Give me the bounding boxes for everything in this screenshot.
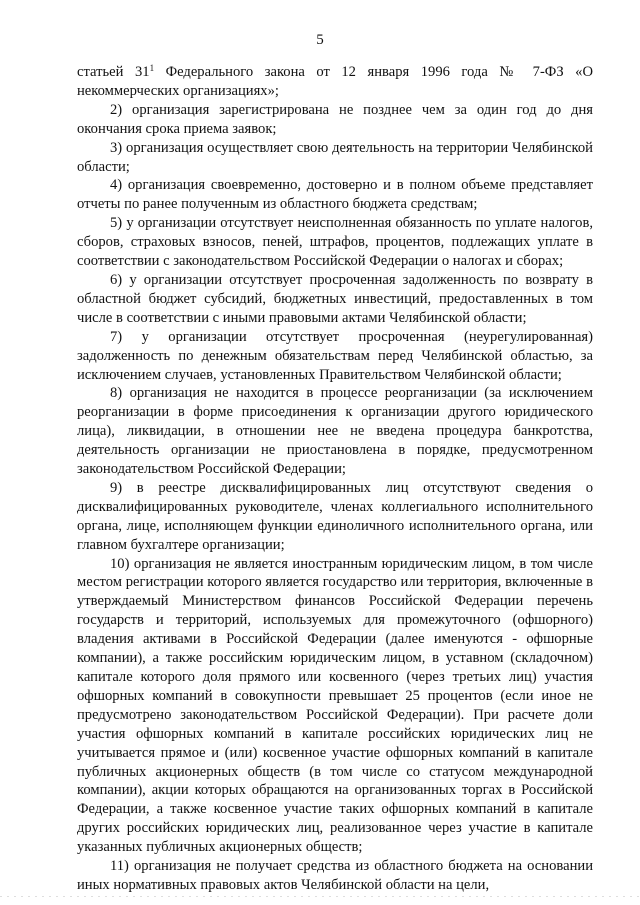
- paragraph-text-start: статьей 31: [77, 64, 150, 80]
- list-item-2: 2) организация зарегистрирована не позднее чем за один год до дня окончания срока приема заявок;: [77, 101, 593, 137]
- list-item-5: 5) у организации отсутствует неисполненная обязанность по уплате налогов, сборов, страховых взносов, пеней, штрафов, процентов, подлежащих уплате в соответствии с законодательством Российской Федерации о налогах и сборах;: [77, 215, 593, 270]
- list-item-7: 7) у организации отсутствует просроченная (неурегулированная) задолженность по денежным обязательствам перед Челябинской областью, за исключением случаев, установленных Правительством Челябинской области;: [77, 328, 593, 383]
- paragraph-text-end: Федерального закона от 12 января 1996 года № 7-ФЗ «О некоммерческих организациях»;: [77, 64, 594, 99]
- document-body: [77, 63, 593, 895]
- list-item-3: 3) организация осуществляет свою деятельность на территории Челябинской области;: [77, 139, 593, 175]
- footnote-superscript: 1: [149, 63, 155, 73]
- list-item-9: 9) в реестре дисквалифицированных лиц отсутствуют сведения о дисквалифицированных руководителе, членах коллегиального исполнительного органа, лице, исполняющем функции единоличного исполнительного органа, или главном бухгалтере организации;: [77, 479, 593, 553]
- paragraph-continuation: [77, 63, 593, 101]
- page-number: 5: [316, 32, 324, 48]
- list-item-8: 8) организация не находится в процессе реорганизации (за исключением реорганизации в форме присоединения к организации другого юридического лица), ликвидации, в отношении нее не введена процедура банкротства, деятельность организации не приостановлена в порядке, предусмотренном законодательством Российской Федерации;: [77, 385, 593, 478]
- list-item-10: 10) организация не является иностранным юридическим лицом, в том числе местом регистрации которого является государство или территория, включенные в утверждаемый Министерством финансов Российской Федерации перечень государств и территорий, используемых для промежуточного (офшорного) владения активами в Российской Федерации (далее именуются - офшорные компании), а также российским юридическим лицом, в уставном (складочном) капитале которого доля прямого или косвенного (через третьих лиц) участия офшорных компаний в совокупности превышает 25 процентов (если иное не предусмотрено законодательством Российской Федерации). При расчете доли участия офшорных компаний в капитале российских юридических лиц не учитывается прямое и (или) косвенное участие офшорных компаний в капитале публичных акционерных обществ (в том числе со статусом международной компании), акции которых обращаются на организованных торгах в Российской Федерации, а также косвенное участие таких офшорных компаний в капитале других российских юридических лиц, реализованное через участие в капитале указанных публичных акционерных обществ;: [77, 555, 593, 856]
- list-item-4: 4) организация своевременно, достоверно и в полном объеме представляет отчеты по ранее полученным из областного бюджета средствам;: [77, 177, 593, 213]
- list-item-11: 11) организация не получает средства из областного бюджета на основании иных нормативных правовых актов Челябинской области на цели,: [77, 858, 593, 893]
- list-item-6: 6) у организации отсутствует просроченная задолженность по возврату в областной бюджет субсидий, бюджетных инвестиций, предоставленных в том числе в соответствии с иными правовыми актами Челябинской области;: [77, 271, 593, 326]
- scan-edge-artifact: [0, 896, 640, 897]
